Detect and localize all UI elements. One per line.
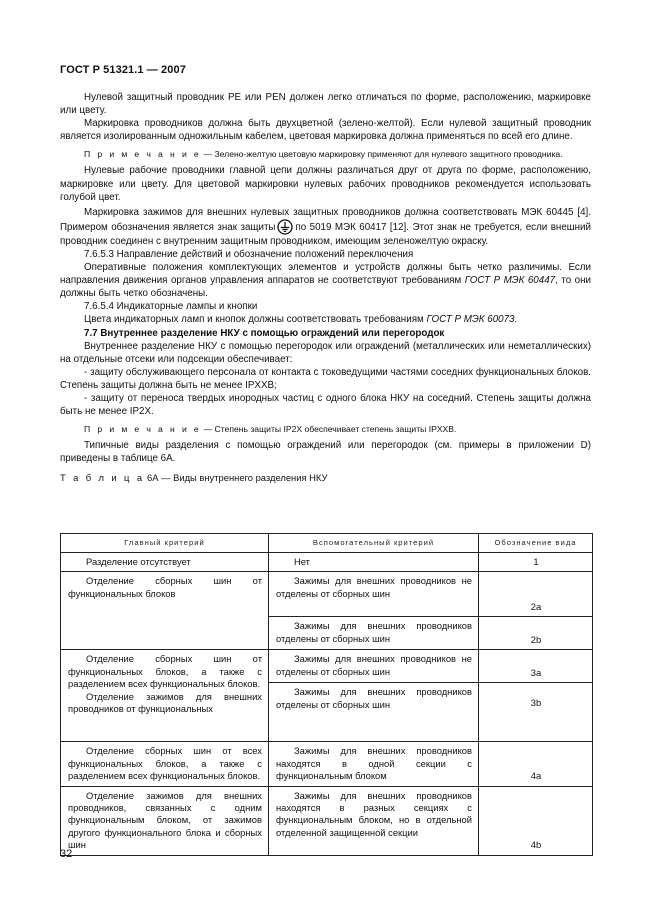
paragraph: Нулевой защитный проводник PE или PEN должен легко отличаться по форме, расположению, маркировке или цвету. <box>60 92 591 117</box>
text-part: . <box>514 314 518 326</box>
main-criterion-part: Отделение зажимов для внешних проводников от функциональных <box>68 690 262 715</box>
caption-label: Т а б л и ц а <box>60 472 145 484</box>
paragraph-with-symbol <box>60 206 591 248</box>
aux-criterion-cell: Зажимы для внешних проводников находятся в одной секции с функциональным блоком <box>269 742 479 786</box>
main-criterion-part: Отделение сборных шин от функциональных блоков, а также с разделением всех функциональных блоков. <box>68 653 262 690</box>
paragraph: Нулевые рабочие проводники главной цепи должны различаться друг от друга по форме, расположению, маркировке или цвету. Для цветовой маркировки нулевых рабочих проводников рекомендуется использовать голубой цвет. <box>60 165 591 203</box>
paragraph: Внутреннее разделение НКУ с помощью перегородок или ограждений (металлических или неметаллических) на отдельные отсеки или подсекции обеспечивает: <box>60 340 591 365</box>
aux-criterion-cell: Зажимы для внешних проводников не отделены от сборных шин <box>269 650 479 683</box>
aux-criterion-cell: Зажимы для внешних проводников находятся в разных секциях с функциональным блоком, но в отдельной отделенной защищенной секции <box>269 786 479 855</box>
main-criterion-cell: Отделение сборных шин от функциональных блоков <box>61 572 269 650</box>
paragraph: Типичные виды разделения с помощью ограждений или перегородок (см. примеры в приложении D) приведены в таблице 6А. <box>60 440 591 465</box>
caption-text: 6А — Виды внутреннего разделения НКУ <box>144 472 328 484</box>
text-part: Оперативные положения комплектующих элементов и устройств должны быть четко различимы. Если направления движения органов управления аппаратов не соответствуют требованиям <box>60 262 591 287</box>
text-part: Маркировка зажимов для внешних нулевых защитных проводников должна соответствовать МЭК 60445 [4]. Примером обозначения является знак защиты <box>60 206 591 233</box>
table-row <box>61 572 593 617</box>
list-item: - защиту от переноса твердых инородных частиц с одного блока НКУ на соседний. Степень защиты должна быть не менее IP2X. <box>60 392 591 418</box>
list-item: - защиту обслуживающего персонала от контакта с токоведущими частями соседних функциональных блоков. Степень защиты должна быть не менее IPXXB; <box>60 366 591 391</box>
designation-cell: 4b <box>479 786 593 855</box>
note-text: — Степень защиты IP2X обеспечивает степень защиты IPXXB. <box>201 424 457 435</box>
page-number: 32 <box>60 848 73 860</box>
designation-cell: 3a <box>479 650 593 683</box>
paragraph <box>60 313 591 326</box>
text-part: по 5019 МЭК 60417 [12]. Этот знак не требуется, если внешний проводник соединен с внутренним защитным проводником, имеющим зеленожелтую окраску. <box>60 221 591 247</box>
section-heading-bold: 7.7 Внутреннее разделение НКУ с помощью ограждений или перегородок <box>84 327 445 339</box>
note <box>60 148 591 161</box>
protective-earth-icon <box>277 219 293 235</box>
note-label: П р и м е ч а н и е <box>84 424 202 435</box>
standard-reference: ГОСТ Р МЭК 60447 <box>464 275 556 287</box>
main-criterion-cell: Отделение зажимов для внешних проводников, связанных с одним функциональным блоком, от зажимов другого функционального блока и сборных шин <box>61 786 269 855</box>
document-header: ГОСТ Р 51321.1 — 2007 <box>60 64 186 76</box>
designation-cell: 2a <box>479 572 593 617</box>
designation-cell: 3b <box>479 683 593 742</box>
main-criterion-cell: Отделение сборных шин от всех функциональных блоков, а также с разделением всех функциональных блоков. <box>61 742 269 786</box>
paragraph <box>60 261 591 300</box>
table-row <box>61 553 593 572</box>
aux-criterion-cell: Зажимы для внешних проводников отделены от сборных шин <box>269 683 479 742</box>
note-text: — Зелено-желтую цветовую маркировку применяют для нулевого защитного проводника. <box>201 149 563 160</box>
column-header: Обозначение вида <box>479 534 593 553</box>
table-row <box>61 650 593 683</box>
aux-criterion-cell: Нет <box>269 553 479 572</box>
text-part: Цвета индикаторных ламп и кнопок должны соответствовать требованиям <box>84 314 427 326</box>
column-header: Вспомогательный критерий <box>269 534 479 553</box>
designation-cell: 4a <box>479 742 593 786</box>
separation-types-table <box>60 533 593 856</box>
designation-cell: 2b <box>479 617 593 650</box>
note <box>60 423 591 436</box>
page-body <box>60 91 591 485</box>
table-row <box>61 786 593 855</box>
aux-criterion-cell: Зажимы для внешних проводников не отделены от сборных шин <box>269 572 479 617</box>
aux-criterion-cell: Зажимы для внешних проводников отделены от сборных шин <box>269 617 479 650</box>
note-label: П р и м е ч а н и е <box>84 149 202 160</box>
table-caption <box>60 471 591 484</box>
section-heading: 7.6.5.3 Направление действий и обозначение положений переключения <box>84 248 414 260</box>
table-row <box>61 742 593 786</box>
main-criterion-cell <box>61 650 269 742</box>
paragraph: Маркировка проводников должна быть двухцветной (зелено-желтой). Если нулевой защитный проводник является изолированным одножильным кабелем, цветовая маркировка должна применяться по всей его длине. <box>60 118 591 143</box>
section-heading: 7.6.5.4 Индикаторные лампы и кнопки <box>84 301 258 313</box>
text-part: , то они должны быть четко обозначены. <box>60 275 591 300</box>
table-header-row <box>61 534 593 553</box>
standard-reference: ГОСТ Р МЭК 60073 <box>426 314 515 326</box>
main-criterion-cell: Разделение отсутствует <box>61 553 269 572</box>
column-header: Главный критерий <box>61 534 269 553</box>
designation-cell: 1 <box>479 553 593 572</box>
